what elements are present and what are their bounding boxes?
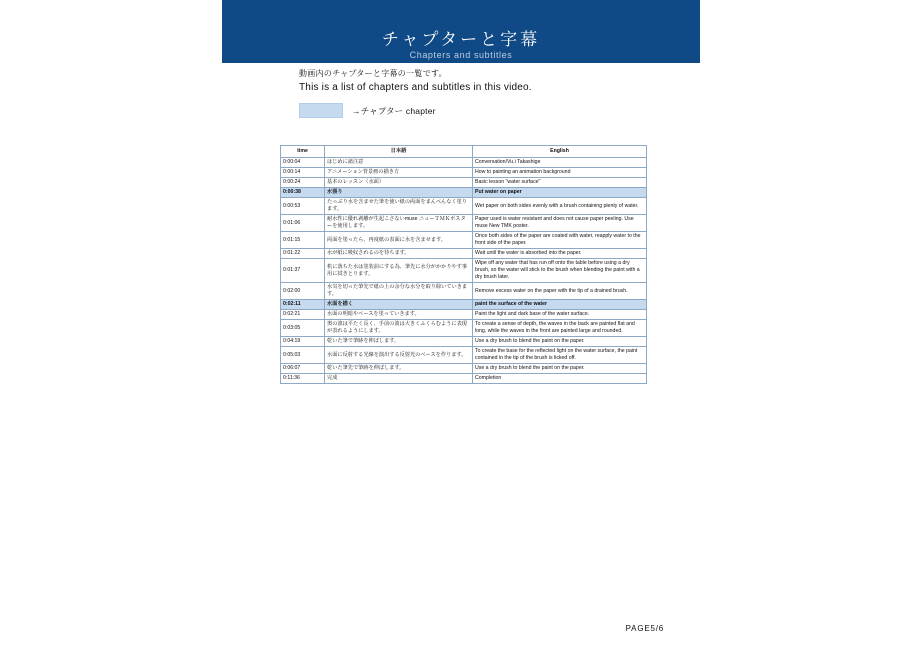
cell-english: paint the surface of the water — [473, 300, 647, 310]
column-header-english: English — [473, 146, 647, 158]
cell-japanese: 両面を塗ったら、再度紙の表面に水を含ませます。 — [325, 232, 473, 249]
cell-english: To create a sense of depth, the waves in the back are painted flat and long, while the waves in the front are painted large and rounded. — [473, 320, 647, 337]
page-number: PAGE5/6 — [625, 624, 664, 633]
table-row — [281, 310, 647, 320]
subtitles-table — [280, 145, 647, 384]
cell-japanese: はじめに諸注意 — [325, 158, 473, 168]
page-subtitle: Chapters and subtitles — [409, 50, 513, 60]
cell-japanese: 奥の波は平たく長く、手前の波は大きくふくらむように表現が表れるようにします。 — [325, 320, 473, 337]
cell-english: To create the base for the reflected light on the water surface, the paint contained in the tip of the brush is licked off. — [473, 347, 647, 364]
intro-block — [299, 68, 719, 94]
cell-japanese: 水気を切った筆先で紙の上の余分な水分を取り除いていきます。 — [325, 283, 473, 300]
cell-japanese: 乾いた筆で筆跡を伸ばします。 — [325, 337, 473, 347]
cell-japanese: 乾いた筆先で筆跡を伸ばします。 — [325, 364, 473, 374]
cell-english: Conversation/Vu.i Takashige — [473, 158, 647, 168]
cell-time: 0:01:06 — [281, 215, 325, 232]
subtitles-table-wrap — [280, 145, 646, 384]
cell-japanese: 水面を描く — [325, 300, 473, 310]
cell-japanese: アニメーション背景画の描き方 — [325, 168, 473, 178]
table-row — [281, 215, 647, 232]
table-row — [281, 178, 647, 188]
cell-english: Wipe off any water that has run off onto the table before using a dry brush, so the water will stick to the brush when blending the paint with a dry brush later. — [473, 259, 647, 283]
table-header-row — [281, 146, 647, 158]
cell-time: 0:01:37 — [281, 259, 325, 283]
cell-time: 0:05:03 — [281, 347, 325, 364]
page-title: チャプターと字幕 — [381, 30, 541, 49]
cell-time: 0:00:38 — [281, 188, 325, 198]
cell-english: Wet paper on both sides evenly with a brush containing plenty of water. — [473, 198, 647, 215]
cell-japanese: 机に落ちた水は塗装前にする為、筆先に水分がかかりやす事用に拭きとります。 — [325, 259, 473, 283]
cell-english: Put water on paper — [473, 188, 647, 198]
intro-english: This is a list of chapters and subtitles in this video. — [299, 82, 532, 93]
cell-time: 0:02:00 — [281, 283, 325, 300]
cell-time: 0:02:21 — [281, 310, 325, 320]
table-row — [281, 337, 647, 347]
table-row — [281, 320, 647, 337]
cell-japanese: 水が紙に吸収されるのを待ちます。 — [325, 249, 473, 259]
table-head — [281, 146, 647, 158]
cell-english: Use a dry brush to blend the paint on the paper. — [473, 337, 647, 347]
intro-japanese: 動画内のチャプターと字幕の一覧です。 — [299, 69, 447, 78]
cell-time: 0:11:36 — [281, 374, 325, 384]
column-header-japanese: 日本語 — [325, 146, 473, 158]
cell-english: Once both sides of the paper are coated with water, reapply water to the front side of the paper. — [473, 232, 647, 249]
cell-time: 0:04:19 — [281, 337, 325, 347]
table-row-chapter — [281, 188, 647, 198]
cell-japanese: たっぷり水を含ませた筆を使い紙の両面をまんべんなく塗ります。 — [325, 198, 473, 215]
table-row — [281, 347, 647, 364]
cell-english: Paper used is water resistant and does not cause paper peeling. Use muse New TMK poster. — [473, 215, 647, 232]
cell-japanese: 耐水性に優れ剥離が生起こさないmuse ニューＴＭＫポスターを使用します。 — [325, 215, 473, 232]
cell-time: 0:00:04 — [281, 158, 325, 168]
cell-time: 0:03:05 — [281, 320, 325, 337]
legend — [299, 103, 436, 118]
table-row — [281, 168, 647, 178]
table-row — [281, 249, 647, 259]
cell-japanese: 水面に反射する光線を演出する反射光のベースを作ります。 — [325, 347, 473, 364]
cell-english: How to painting an animation background — [473, 168, 647, 178]
table-row — [281, 364, 647, 374]
cell-english: Use a dry brush to blend the paint on the paper. — [473, 364, 647, 374]
cell-time: 0:06:07 — [281, 364, 325, 374]
cell-time: 0:01:22 — [281, 249, 325, 259]
legend-label: →チャプター chapter — [352, 105, 436, 116]
cell-english: Basic lesson "water surface" — [473, 178, 647, 188]
table-row — [281, 198, 647, 215]
legend-swatch — [299, 103, 343, 118]
table-row-chapter — [281, 300, 647, 310]
cell-english: Wait until the water is absorbed into the paper. — [473, 249, 647, 259]
cell-japanese: 水面の明暗やベースを塗っていきます。 — [325, 310, 473, 320]
header-banner — [222, 0, 700, 63]
cell-time: 0:01:15 — [281, 232, 325, 249]
table-body — [281, 158, 647, 384]
table-row — [281, 259, 647, 283]
cell-time: 0:02:11 — [281, 300, 325, 310]
cell-japanese: 水張り — [325, 188, 473, 198]
table-row — [281, 232, 647, 249]
cell-english: Remove excess water on the paper with the tip of a drained brush. — [473, 283, 647, 300]
cell-japanese: 基本のレッスン（水面） — [325, 178, 473, 188]
cell-japanese: 完成 — [325, 374, 473, 384]
cell-english: Completion — [473, 374, 647, 384]
table-row — [281, 283, 647, 300]
cell-time: 0:00:14 — [281, 168, 325, 178]
column-header-time: time — [281, 146, 325, 158]
table-row — [281, 158, 647, 168]
table-row — [281, 374, 647, 384]
cell-time: 0:00:24 — [281, 178, 325, 188]
cell-english: Paint the light and dark base of the water surface. — [473, 310, 647, 320]
cell-time: 0:00:53 — [281, 198, 325, 215]
